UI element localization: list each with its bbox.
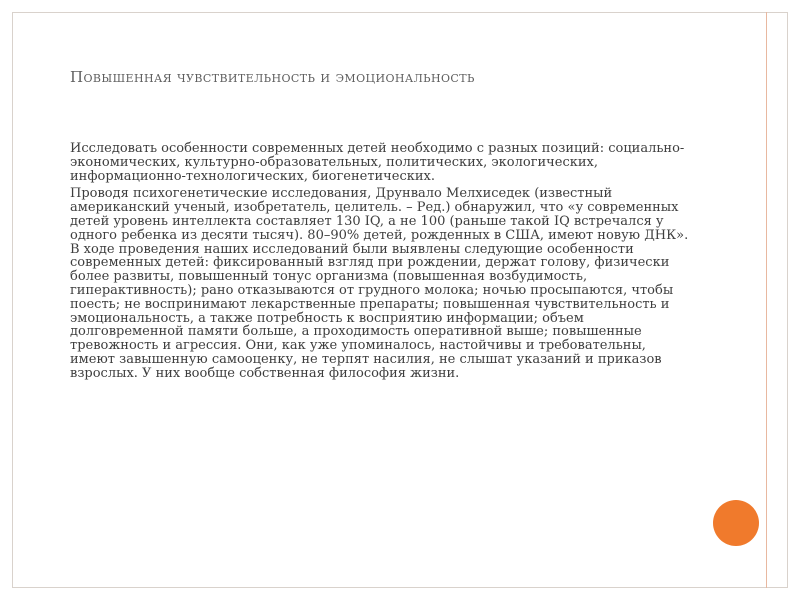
paragraph-1 [52, 142, 692, 183]
slide-title: Повышенная чувствительность и эмоциональность [70, 68, 475, 86]
right-accent-rule [766, 12, 767, 588]
paragraph-text: Проводя психогенетические исследования, Друнвало Мелхиседек (известный американский ученый, изобретатель, целитель. – Ред.) обнаружил, что «у современных детей уровень интеллекта составляет 130 IQ, а не 100 (раньше такой IQ встречался у одного ребенка из десяти тысяч). 80–90% детей, рожденных в США, имеют новую ДНК». В ходе проведения наших исследований были выявлены следующие особенности современных детей: фиксированный взгляд при рождении, держат голову, физически более развиты, повышенный тонус организма (повышенная возбудимость, гиперактивность); рано отказываются от грудного молока; ночью просыпаются, чтобы поесть; не воспринимают лекарственные препараты; повышенная чувствительность и эмоциональность, а также потребность к восприятию информации; объем долговременной памяти больше, а проходимость оперативной выше; повышенные тревожность и агрессия. Они, как уже упоминалось, настойчивы и требовательны, имеют завышенную самооценку, не терпят насилия, не слышат указаний и приказов взрослых. У них вообще собственная философия жизни. [70, 186, 689, 381]
slide-body [52, 142, 692, 385]
paragraph-text: Исследовать особенности современных детей необходимо с разных позиций: социально-экономических, культурно-образовательных, политических, экологических, информационно-технологических, биогенетических. [70, 141, 685, 184]
orange-circle-icon [713, 500, 759, 546]
paragraph-2 [52, 187, 692, 380]
